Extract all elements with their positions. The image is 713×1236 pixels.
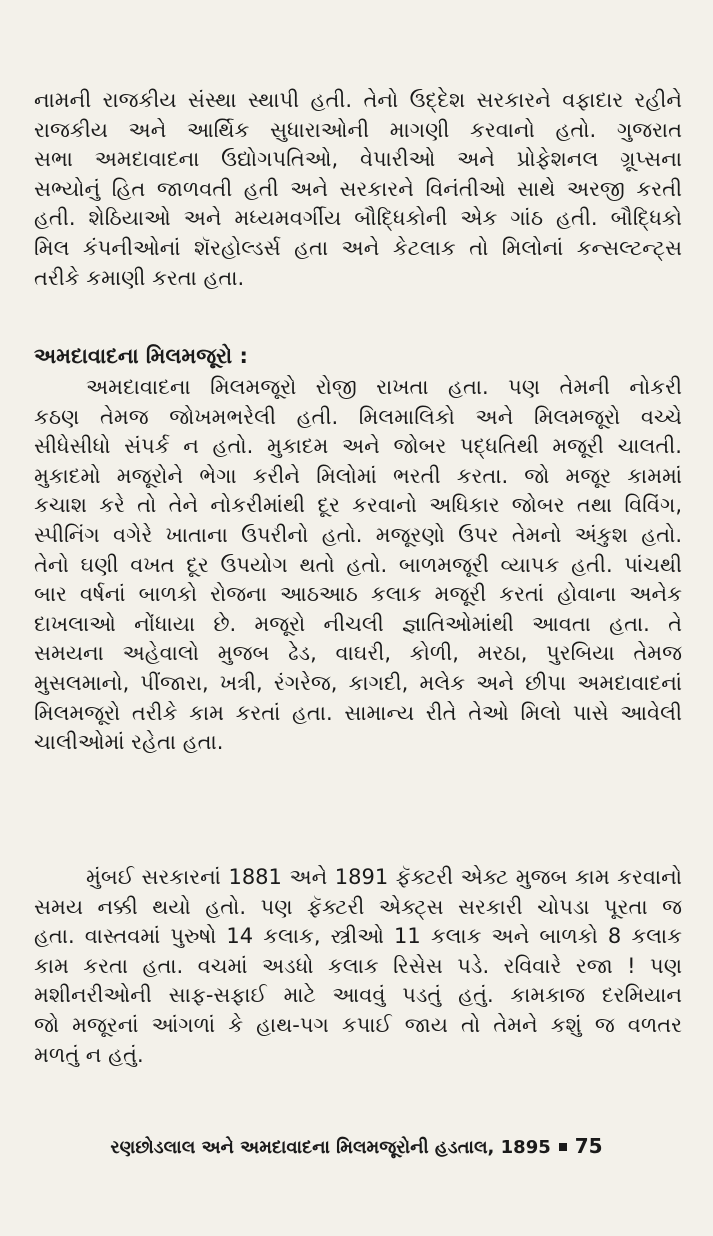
page-footer: [0, 1134, 713, 1158]
text-line: સ્પીનિંગ વગેરે ખાતાના ઉપરીનો હતો. મજૂરણો ઉપર તેમનો અંકુશ હતો.: [34, 522, 682, 547]
text-line: મળતું ન હતું.: [34, 1042, 144, 1067]
section-heading: અમદાવાદના મિલમજૂરો :: [34, 344, 248, 368]
text-line: ચાલીઓમાં રહેતા હતા.: [34, 730, 224, 755]
text-line: અમદાવાદના મિલમજૂરો રોજી રાખતા હતા. પણ તેમની નોકરી: [86, 375, 682, 399]
text-line: તેનો ઘણી વખત દૂર ઉપયોગ થતો હતો. બાળમજૂરી વ્યાપક હતી. પાંચથી: [34, 552, 682, 577]
paragraph-mill-workers: [34, 373, 682, 758]
text-line: મુકાદમો મજૂરોને ભેગા કરીને મિલોમાં ભરતી કરતા. જો મજૂર કામમાં: [34, 463, 682, 488]
text-line: મશીનરીઓની સાફ-સફાઈ માટે આવવું પડતું હતું. કામકાજ દરમિયાન: [34, 983, 682, 1008]
text-line: બાર વર્ષનાં બાળકો રોજના આઠઆઠ કલાક મજૂરી કરતાં હોવાના અનેક: [34, 582, 682, 607]
text-line: સમય નક્કી થયો હતો. પણ ફૅક્ટરી એક્ટ્સ સરકારી ચોપડા પૂરતા જ: [34, 894, 682, 919]
text-line: હતા. વાસ્તવમાં પુરુષો 14 કલાક, સ્ત્રીઓ 11 કલાક અને બાળકો 8 કલાક: [34, 924, 682, 949]
text-line: દાખલાઓ નોંધાયા છે. મજૂરો નીચલી જ્ઞાતિઓમાંથી આવતા હતા. તે: [34, 611, 682, 636]
text-line: સભ્યોનું હિત જાળવતી હતી અને સરકારને વિનંતીઓ સાથે અરજી કરતી: [34, 176, 682, 201]
text-line: સીધેસીધો સંપર્ક ન હતો. મુકાદમ અને જોબર પદ્ધતિથી મજૂરી ચાલતી.: [34, 434, 682, 459]
text-line: મુંબઈ સરકારનાં 1881 અને 1891 ફૅક્ટરી એક્ટ મુજબ કામ કરવાનો: [86, 865, 682, 889]
paragraph-factory-act: [34, 863, 682, 1070]
text-line: મિલ કંપનીઓનાં શૅરહોલ્ડર્સ હતા અને કેટલાક તો મિલોનાં કન્સલ્ટન્ટ્સ: [34, 235, 682, 260]
text-line: સભા અમદાવાદના ઉદ્યોગપતિઓ, વેપારીઓ અને પ્રોફેશનલ ગ્રૂપ્સના: [34, 147, 682, 172]
page-number: 75: [574, 1134, 603, 1158]
text-line: મિલમજૂરો તરીકે કામ કરતાં હતા. સામાન્ય રીતે તેઓ મિલો પાસે આવેલી: [34, 700, 682, 725]
text-line: કામ કરતા હતા. વચમાં અડધો કલાક રિસેસ પડે. રવિવારે રજા ! પણ: [34, 953, 682, 978]
text-line: કઠણ તેમજ જોખમભરેલી હતી. મિલમાલિકો અને મિલમજૂરો વચ્ચે: [34, 404, 682, 429]
running-title: રણછોડલાલ અને અમદાવાદના મિલમજૂરોની હડતાલ, 1895: [110, 1137, 551, 1158]
text-line: નામની રાજકીય સંસ્થા સ્થાપી હતી. તેનો ઉદ્દેશ સરકારને વફાદાર રહીને: [34, 88, 682, 112]
text-line: મુસલમાનો, પીંજારા, ખત્રી, રંગરેજ, કાગદી, મલેક અને છીપા અમદાવાદનાં: [34, 670, 682, 695]
text-line: હતી. શેઠિયાઓ અને મધ્યમવર્ગીય બૌદ્ધિકોની એક ગાંઠ હતી. બૌદ્ધિકો: [34, 206, 682, 231]
text-line: જો મજૂરનાં આંગળાં કે હાથ-પગ કપાઈ જાય તો તેમને કશું જ વળતર: [34, 1012, 682, 1037]
text-line: કચાશ કરે તો તેને નોકરીમાંથી દૂર કરવાનો અધિકાર જોબર તથા વિવિંગ,: [34, 493, 682, 518]
paragraph-political-organization: [34, 86, 682, 293]
text-line: રાજકીય અને આર્થિક સુધારાઓની માગણી કરવાનો હતો. ગુજરાત: [34, 117, 682, 142]
square-bullet-icon: [559, 1143, 567, 1151]
text-line: સમયના અહેવાલો મુજબ ઢેડ, વાઘરી, કોળી, મરઠા, પુરબિયા તેમજ: [34, 641, 682, 666]
text-line: તરીકે કમાણી કરતા હતા.: [34, 265, 245, 290]
